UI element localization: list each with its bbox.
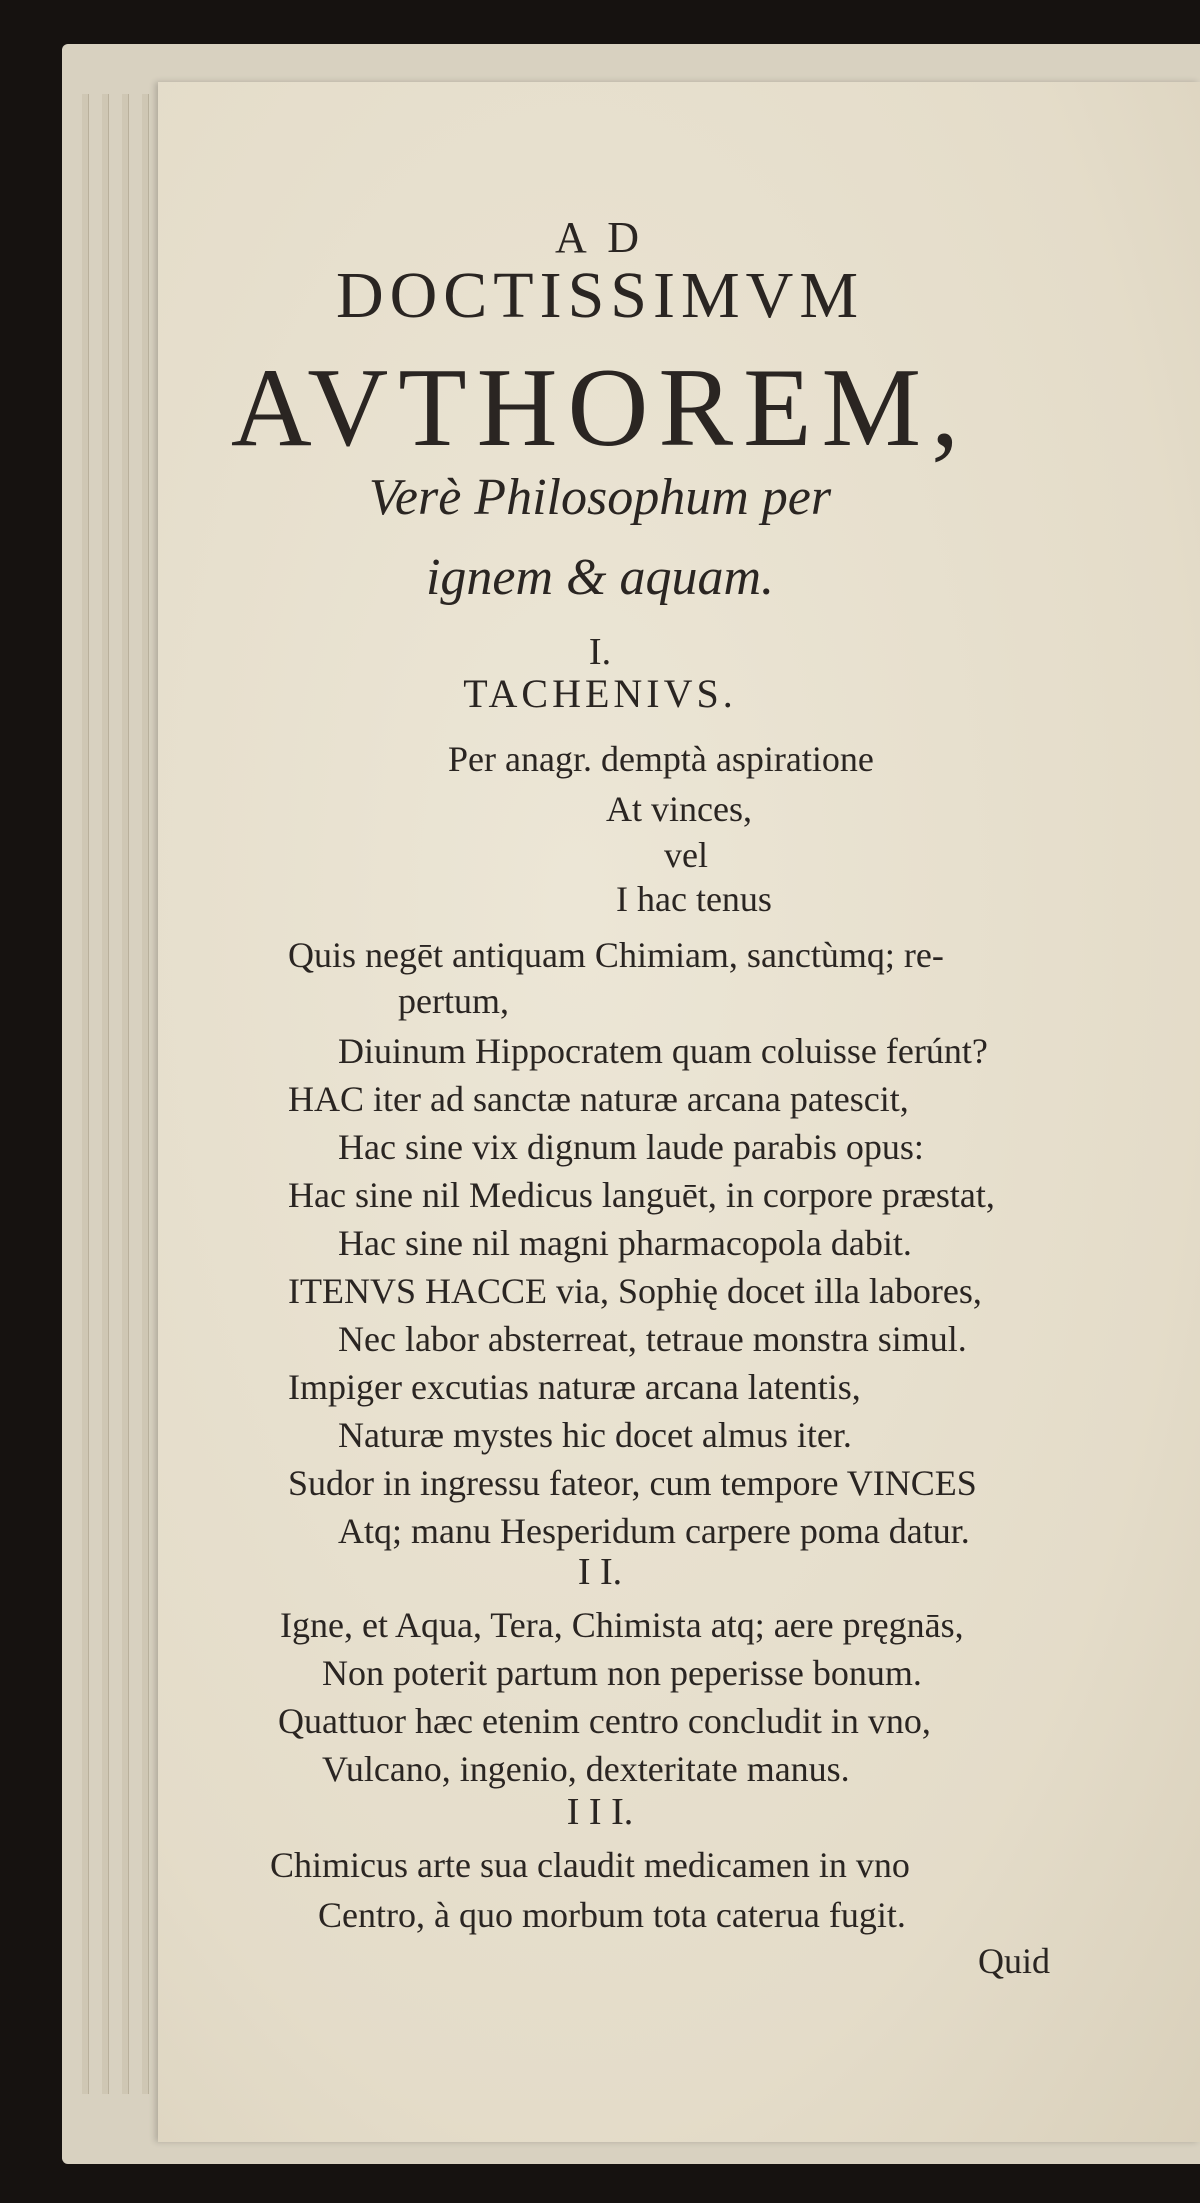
anagram-2: I hac tenus bbox=[616, 879, 772, 919]
section-numeral-3: I I I. bbox=[566, 1791, 634, 1833]
title-ad: A D bbox=[554, 213, 646, 262]
poem2-line: Vulcano, ingenio, dexteritate manus. bbox=[322, 1749, 850, 1789]
poem2-line: Quattuor hæc etenim centro concludit in vno, bbox=[278, 1701, 931, 1741]
anagram-or: vel bbox=[664, 835, 708, 875]
poem2-line: Igne, et Aqua, Tera, Chimista atq; aere pręgnās, bbox=[280, 1605, 964, 1645]
poem2-line: Non poterit partum non peperisse bonum. bbox=[322, 1653, 922, 1693]
poem1-line: Hac sine vix dignum laude parabis opus: bbox=[338, 1127, 924, 1167]
poem1-line: ITENVS HACCE via, Sophię docet illa labores, bbox=[288, 1271, 982, 1311]
poem1-line: pertum, bbox=[398, 981, 509, 1021]
poem3-line: Chimicus arte sua claudit medicamen in vno bbox=[270, 1845, 910, 1885]
poem1-line: HAC iter ad sanctæ naturæ arcana patescit, bbox=[288, 1079, 909, 1119]
poem1-line: Impiger excutias naturæ arcana latentis, bbox=[288, 1367, 861, 1407]
anagram-1: At vinces, bbox=[606, 789, 752, 829]
author-name: TACHENIVS. bbox=[463, 671, 737, 716]
section-numeral-2: I I. bbox=[577, 1551, 623, 1593]
poem1-line: Naturæ mystes hic docet almus iter. bbox=[338, 1415, 852, 1455]
title-doctissimum: DOCTISSIMVM bbox=[335, 259, 865, 332]
poem1-line: Diuinum Hippocratem quam coluisse ferúnt? bbox=[338, 1031, 988, 1071]
poem1-line: Hac sine nil magni pharmacopola dabit. bbox=[338, 1223, 912, 1263]
anagram-note: Per anagr. demptà aspiratione bbox=[448, 739, 874, 779]
title-authorem: AVTHOREM, bbox=[230, 346, 970, 470]
subtitle-line-1: Verè Philosophum per bbox=[368, 469, 832, 526]
poem1-line: Quis negēt antiquam Chimiam, sanctùmq; re- bbox=[288, 935, 944, 975]
poem3-line: Centro, à quo morbum tota caterua fugit. bbox=[318, 1895, 906, 1935]
poem1-line: Hac sine nil Medicus languēt, in corpore præstat, bbox=[288, 1175, 995, 1215]
catchword: Quid bbox=[978, 1941, 1050, 1981]
poem1-line: Atq; manu Hesperidum carpere poma datur. bbox=[338, 1511, 970, 1551]
section-numeral-1: I. bbox=[588, 631, 612, 673]
poem1-line: Sudor in ingressu fateor, cum tempore VINCES bbox=[288, 1463, 977, 1503]
poem1-line: Nec labor absterreat, tetraue monstra simul. bbox=[338, 1319, 967, 1359]
subtitle-line-2: ignem & aquam. bbox=[425, 549, 775, 606]
